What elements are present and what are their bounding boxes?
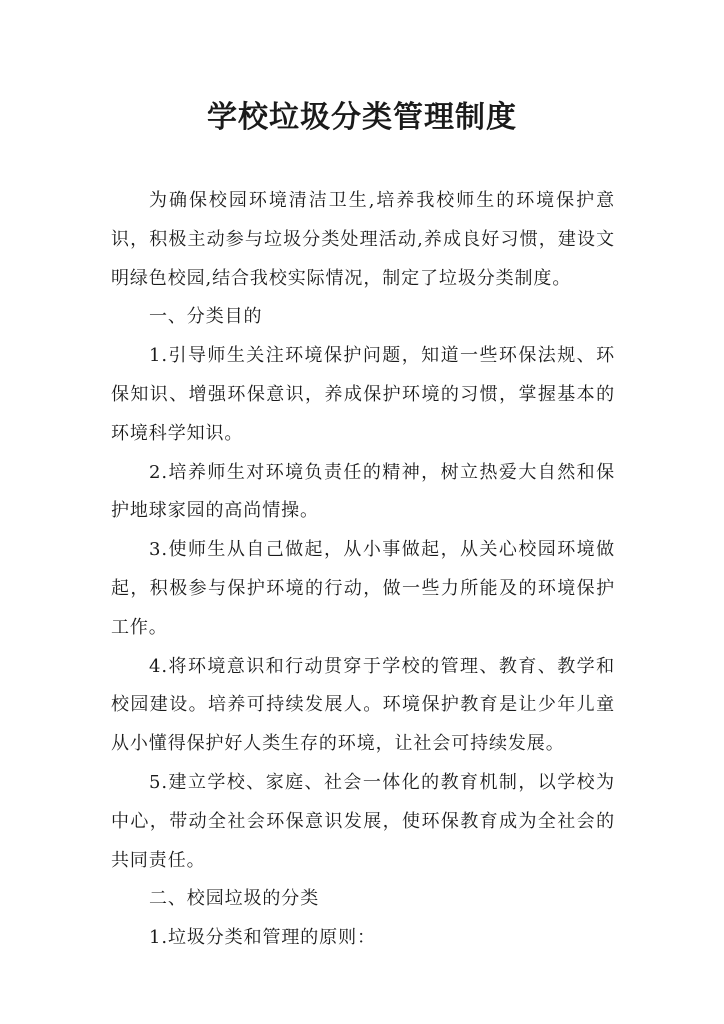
intro-paragraph: 为确保校园环境清洁卫生,培养我校师生的环境保护意识，积极主动参与垃圾分类处理活动,养成良好习惯，建设文明绿色校园,结合我校实际情况，制定了垃圾分类制度。 xyxy=(111,190,615,289)
section-heading-classification: 二、校园垃圾的分类 xyxy=(149,888,320,910)
document-body xyxy=(111,182,615,958)
purpose-item-5: 5.建立学校、家庭、社会一体化的教育机制，以学校为中心，带动全社会环保意识发展，使环保教育成为全社会的共同责任。 xyxy=(111,771,615,871)
purpose-item-4: 4.将环境意识和行动贯穿于学校的管理、教育、教学和校园建设。培养可持续发展人。环境保护教育是让少年儿童从小懂得保护好人类生存的环境，让社会可持续发展。 xyxy=(111,655,615,755)
document-title: 学校垃圾分类管理制度 xyxy=(207,100,517,135)
subsection-heading-principles: 1.垃圾分类和管理的原则： xyxy=(149,927,376,949)
purpose-item-2: 2.培养师生对环境负责任的精神，树立热爱大自然和保护地球家园的高尚情操。 xyxy=(111,461,615,522)
purpose-item-1: 1.引导师生关注环境保护问题，知道一些环保法规、环保知识、增强环保意识，养成保护环境的习惯，掌握基本的环境科学知识。 xyxy=(111,345,615,444)
purpose-item-3: 3.使师生从自己做起，从小事做起，从关心校园环境做起，积极参与保护环境的行动，做一些力所能及的环境保护工作。 xyxy=(111,539,615,638)
section-heading-purpose: 一、分类目的 xyxy=(149,306,263,328)
